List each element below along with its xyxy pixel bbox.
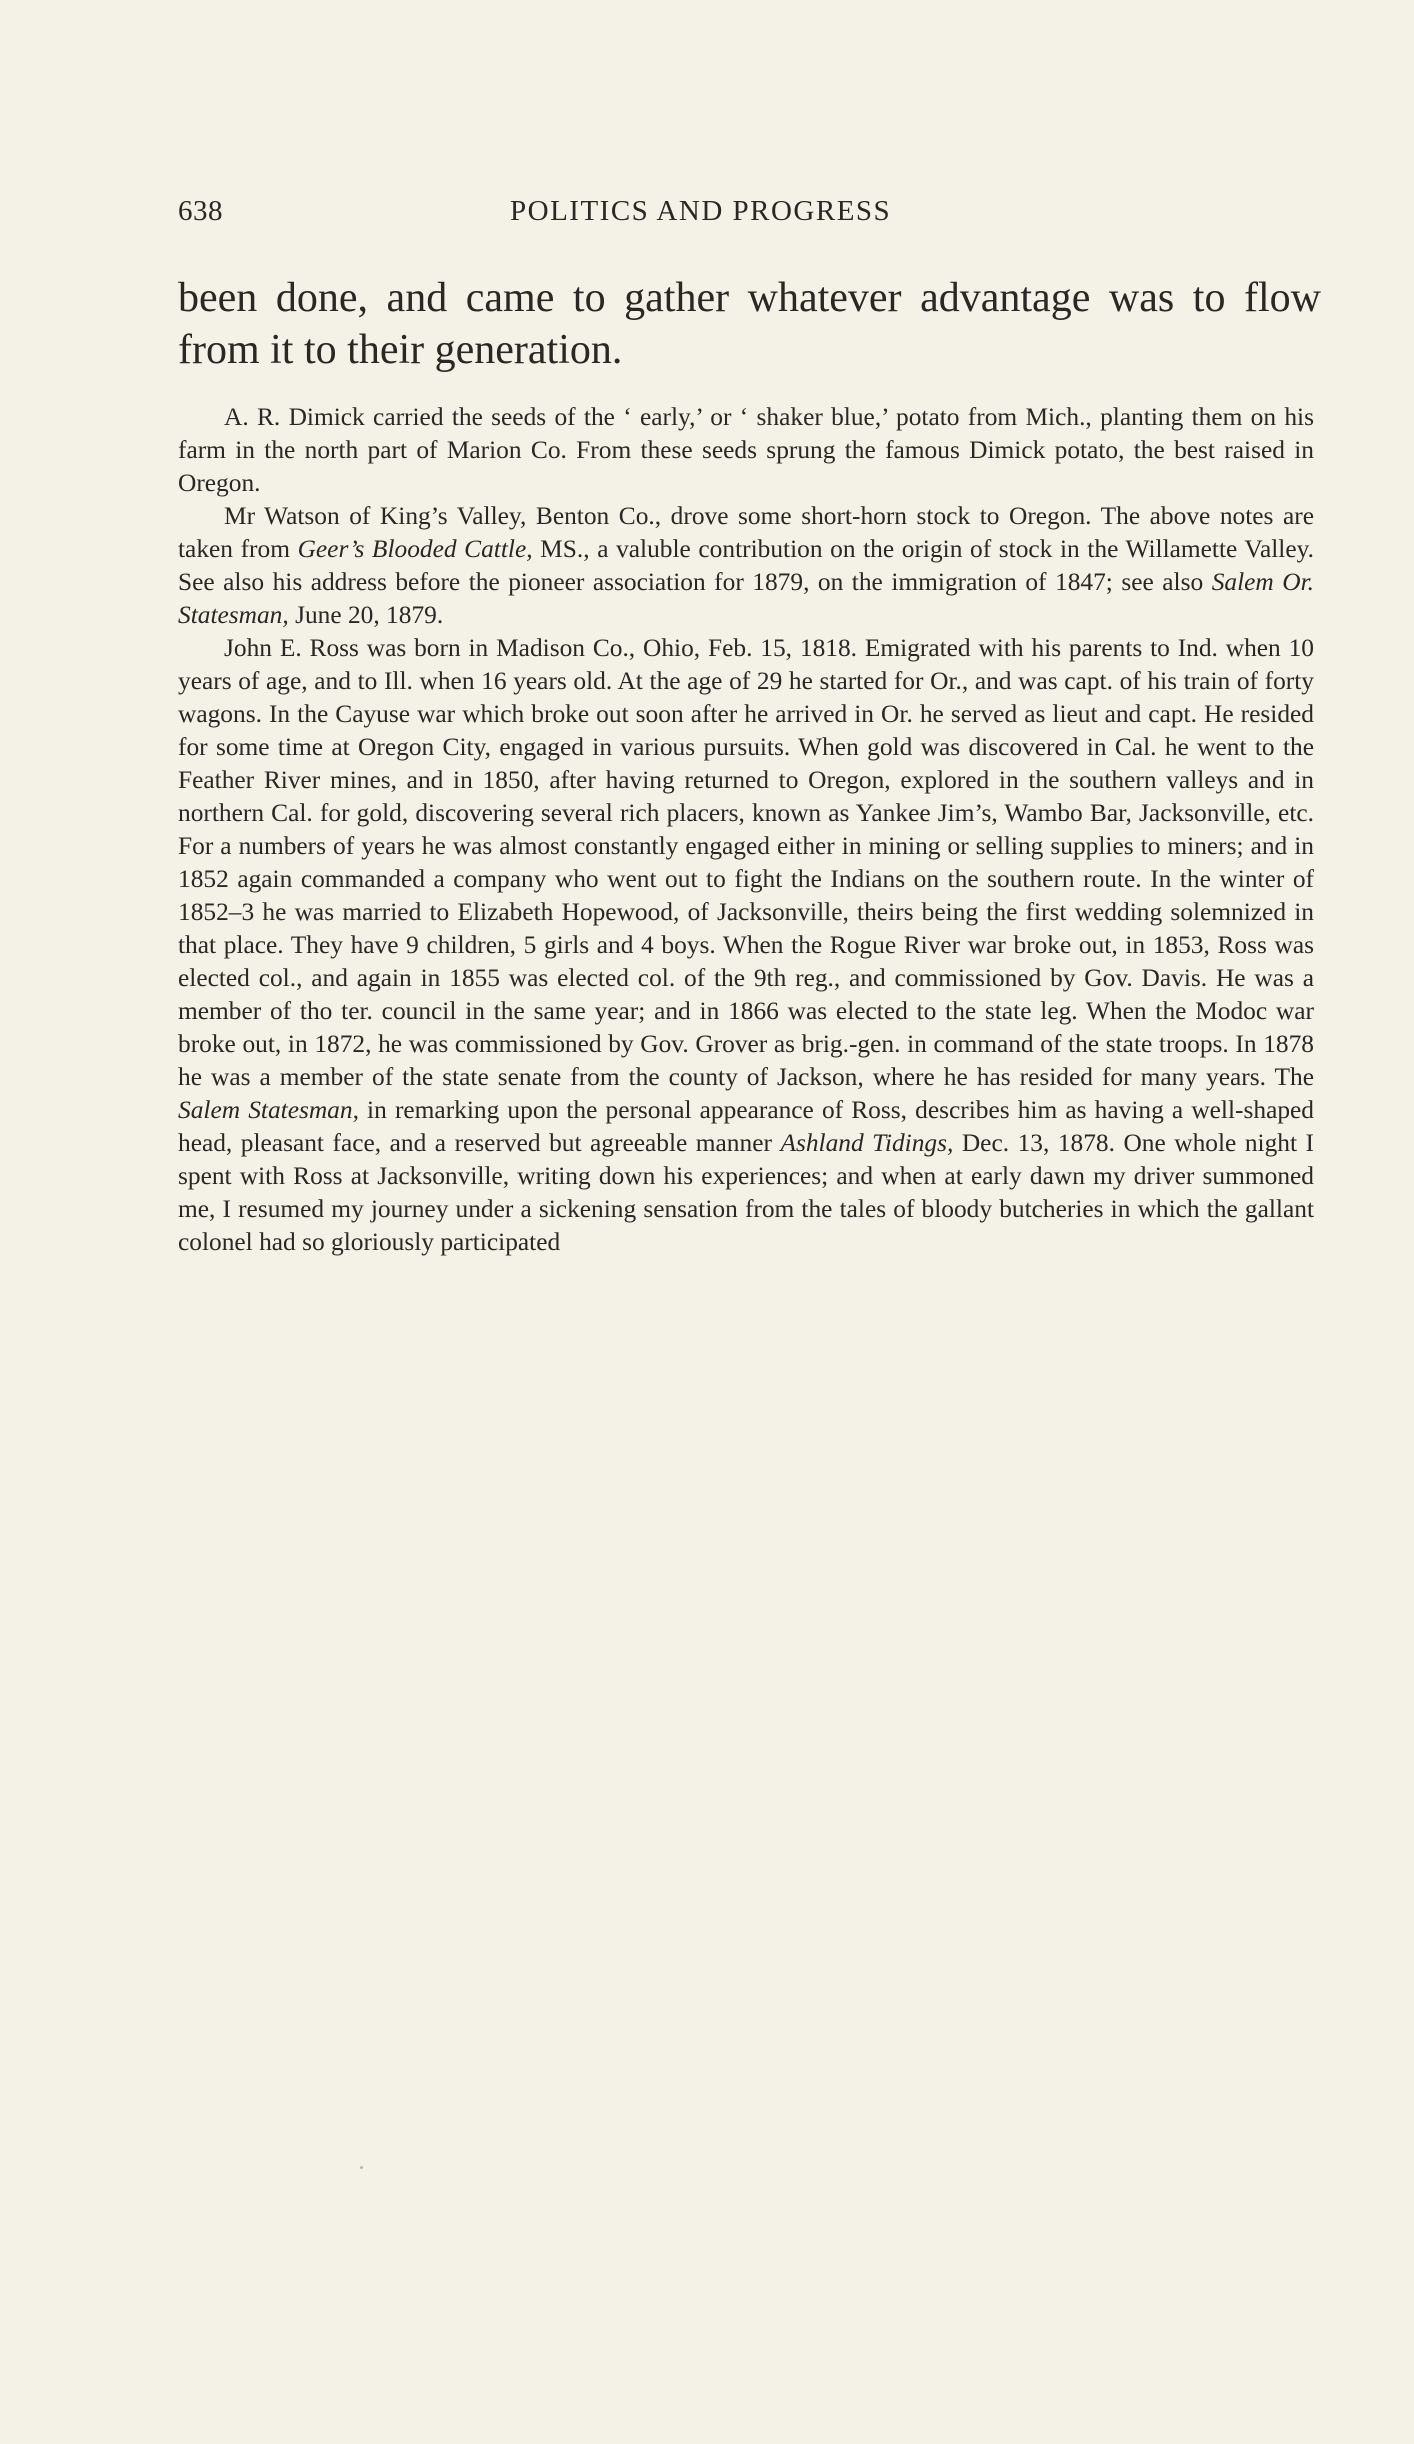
- citation-title: Salem Or. Statesman,: [178, 568, 1314, 629]
- footnotes: [178, 401, 1314, 1259]
- footnote-text: MS., a valuble contribution on the origin of stock in the Willamette Valley. See also his address before the pioneer association for 1879, on the immigration of 1847; see also: [178, 535, 1314, 596]
- footnote-text: Mr Watson of King’s Valley, Benton Co., drove some short-horn stock to Oregon. The above notes are taken from: [178, 502, 1314, 563]
- citation-title: Geer’s Blooded Cattle,: [297, 535, 533, 563]
- footnote-text: A. R. Dimick carried the seeds of the ‘ early,’ or ‘ shaker blue,’ potato from Mich., planting them on his farm in the north part of Marion Co. From these seeds sprung the famous Dimick potato, the best raised in Oregon.: [178, 403, 1314, 497]
- running-head: [178, 195, 1328, 239]
- citation-title: Salem Statesman,: [178, 1096, 359, 1124]
- paper-speck: [360, 2166, 363, 2169]
- running-title: POLITICS AND PROGRESS: [510, 195, 892, 227]
- footnote-ross: [178, 632, 1314, 1259]
- citation-title: Ashland Tidings,: [780, 1129, 954, 1157]
- body-paragraph: been done, and came to gather whatever advantage was to flow from it to their generation.: [178, 275, 1321, 373]
- footnote-dimick: [178, 401, 1314, 500]
- footnote-text: in remarking upon the personal appearance of Ross, describes him as having a well-shaped head, pleasant face, and a reserved but agreeable manner: [178, 1096, 1314, 1157]
- footnote-watson: [178, 500, 1314, 632]
- footnote-text: June 20, 1879.: [288, 601, 444, 629]
- page-number: 638: [178, 195, 223, 227]
- footnote-text: Dec. 13, 1878. One whole night I spent with Ross at Jacksonville, writing down his experiences; and when at early dawn my driver summoned me, I resumed my journey under a sickening sensation from the tales of bloody butcheries in which the gallant colonel had so gloriously participated: [178, 1129, 1314, 1256]
- footnote-text: John E. Ross was born in Madison Co., Ohio, Feb. 15, 1818. Emigrated with his parents to Ind. when 10 years of age, and to Ill. when 16 years old. At the age of 29 he started for Or., and was capt. of his train of forty wagons. In the Cayuse war which broke out soon after he arrived in Or. he served as lieut and capt. He resided for some time at Oregon City, engaged in various pursuits. When gold was discovered in Cal. he went to the Feather River mines, and in 1850, after having returned to Oregon, explored in the southern valleys and in northern Cal. for gold, discovering several rich placers, known as Yankee Jim’s, Wambo Bar, Jacksonville, etc. For a numbers of years he was almost constantly engaged either in mining or selling supplies to miners; and in 1852 again commanded a company who went out to fight the Indians on the southern route. In the winter of 1852–3 he was married to Elizabeth Hopewood, of Jacksonville, theirs being the first wedding solemnized in that place. They have 9 children, 5 girls and 4 boys. When the Rogue River war broke out, in 1853, Ross was elected col., and again in 1855 was elected col. of the 9th reg., and commissioned by Gov. Davis. He was a member of tho ter. council in the same year; and in 1866 was elected to the state leg. When the Modoc war broke out, in 1872, he was commissioned by Gov. Grover as brig.-gen. in command of the state troops. In 1878 he was a member of the state senate from the county of Jackson, where he has resided for many years. The: [178, 634, 1314, 1091]
